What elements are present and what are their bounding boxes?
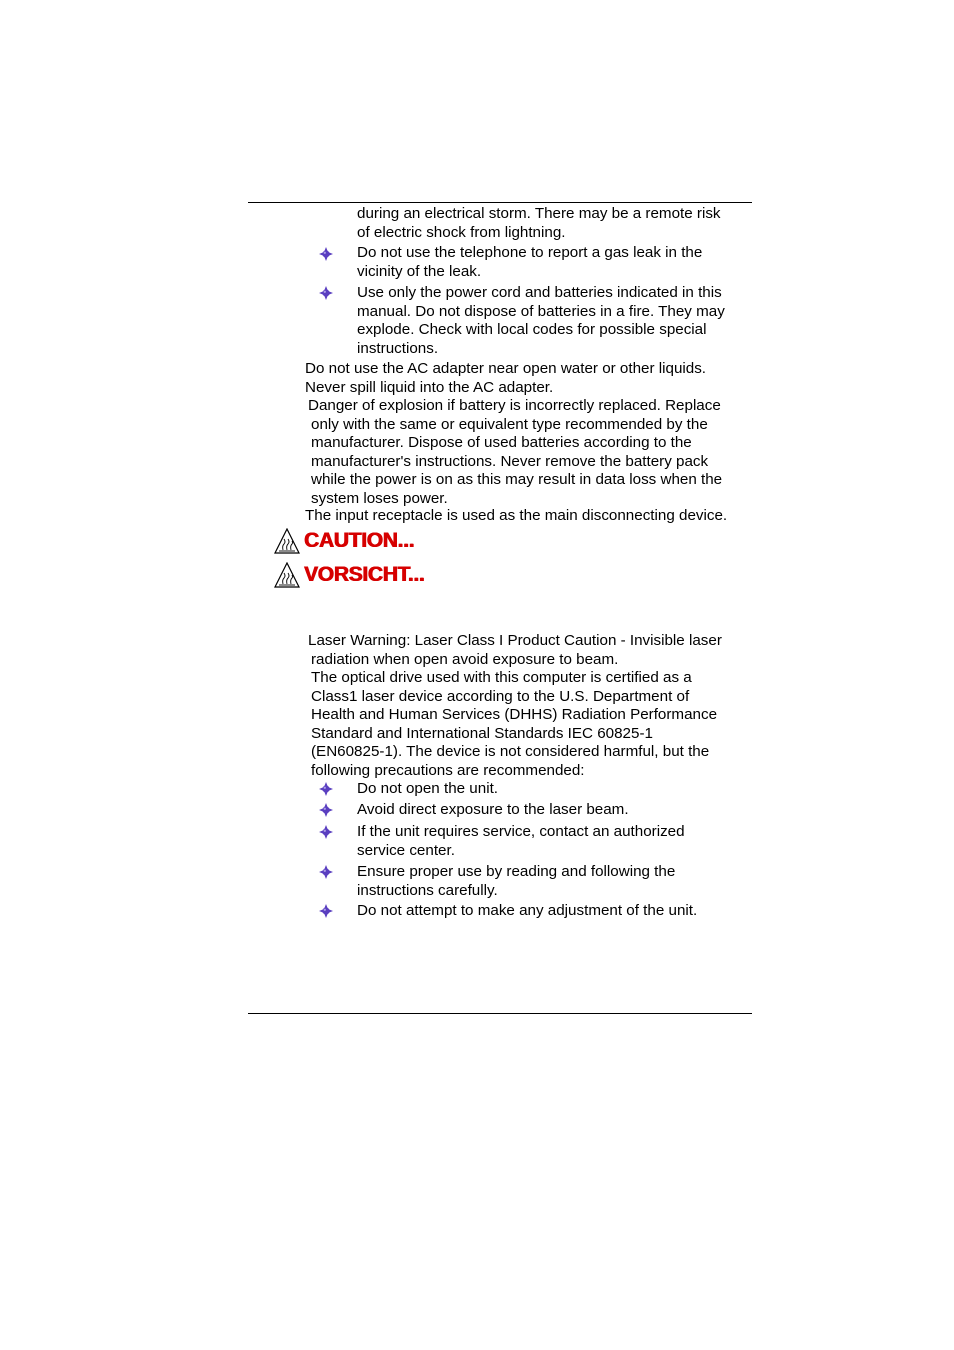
hot-surface-warning-icon xyxy=(274,562,300,588)
battery-paragraph: Danger of explosion if battery is incorrectly replaced. Replace only with the same or equivalent type recommended by the manufacturer. Dispose of used batteries according to the manufacturer's instructions. Never remove the battery pack while the power is on as this may result in data loss when the system loses power. xyxy=(308,397,723,507)
optical-drive-paragraph: The optical drive used with this computer is certified as a Class1 laser device according to the U.S. Department of Health and Human Services (DHHS) Radiation Performance Standard and International Standards IEC 60825-1 (EN60825-1). The device is not considered harmful, but the following precautions are recommended: xyxy=(311,669,718,779)
top-rule xyxy=(248,202,752,203)
intro-item-2: Use only the power cord and batteries indicated in this manual. Do not dispose of batteries in a fire. They may explode. Check with local codes for possible special instructions. xyxy=(357,284,725,357)
laser-item-2: If the unit requires service, contact an authorized service center. xyxy=(357,823,685,859)
ac-adapter-paragraph: Do not use the AC adapter near open water or other liquids. Never spill liquid into the AC adapter. xyxy=(305,360,707,396)
bullet-icon xyxy=(319,803,333,817)
bottom-rule xyxy=(248,1013,752,1014)
receptacle-paragraph: The input receptacle is used as the main disconnecting device. xyxy=(305,507,728,524)
bullet-icon xyxy=(319,782,333,796)
laser-item-1: Avoid direct exposure to the laser beam. xyxy=(357,801,629,818)
bullet-icon xyxy=(319,904,333,918)
caution-warning xyxy=(274,528,474,554)
bullet-icon xyxy=(319,865,333,879)
bullet-icon xyxy=(319,825,333,839)
laser-item-0: Do not open the unit. xyxy=(357,780,499,797)
laser-warning-paragraph: Laser Warning: Laser Class I Product Caution - Invisible laser radiation when open avoid exposure to beam. xyxy=(308,632,722,668)
caution-label: CAUTION... xyxy=(304,529,415,552)
laser-item-4: Do not attempt to make any adjustment of the unit. xyxy=(357,902,698,919)
hot-surface-warning-icon xyxy=(274,528,300,554)
bullet-icon xyxy=(319,286,333,300)
vorsicht-warning xyxy=(274,562,474,588)
intro-item-0: during an electrical storm. There may be a remote risk of electric shock from lightning. xyxy=(357,205,721,241)
vorsicht-label: VORSICHT... xyxy=(304,563,425,586)
laser-item-3: Ensure proper use by reading and following the instructions carefully. xyxy=(357,863,676,899)
bullet-icon xyxy=(319,247,333,261)
intro-item-1: Do not use the telephone to report a gas leak in the vicinity of the leak. xyxy=(357,244,703,280)
